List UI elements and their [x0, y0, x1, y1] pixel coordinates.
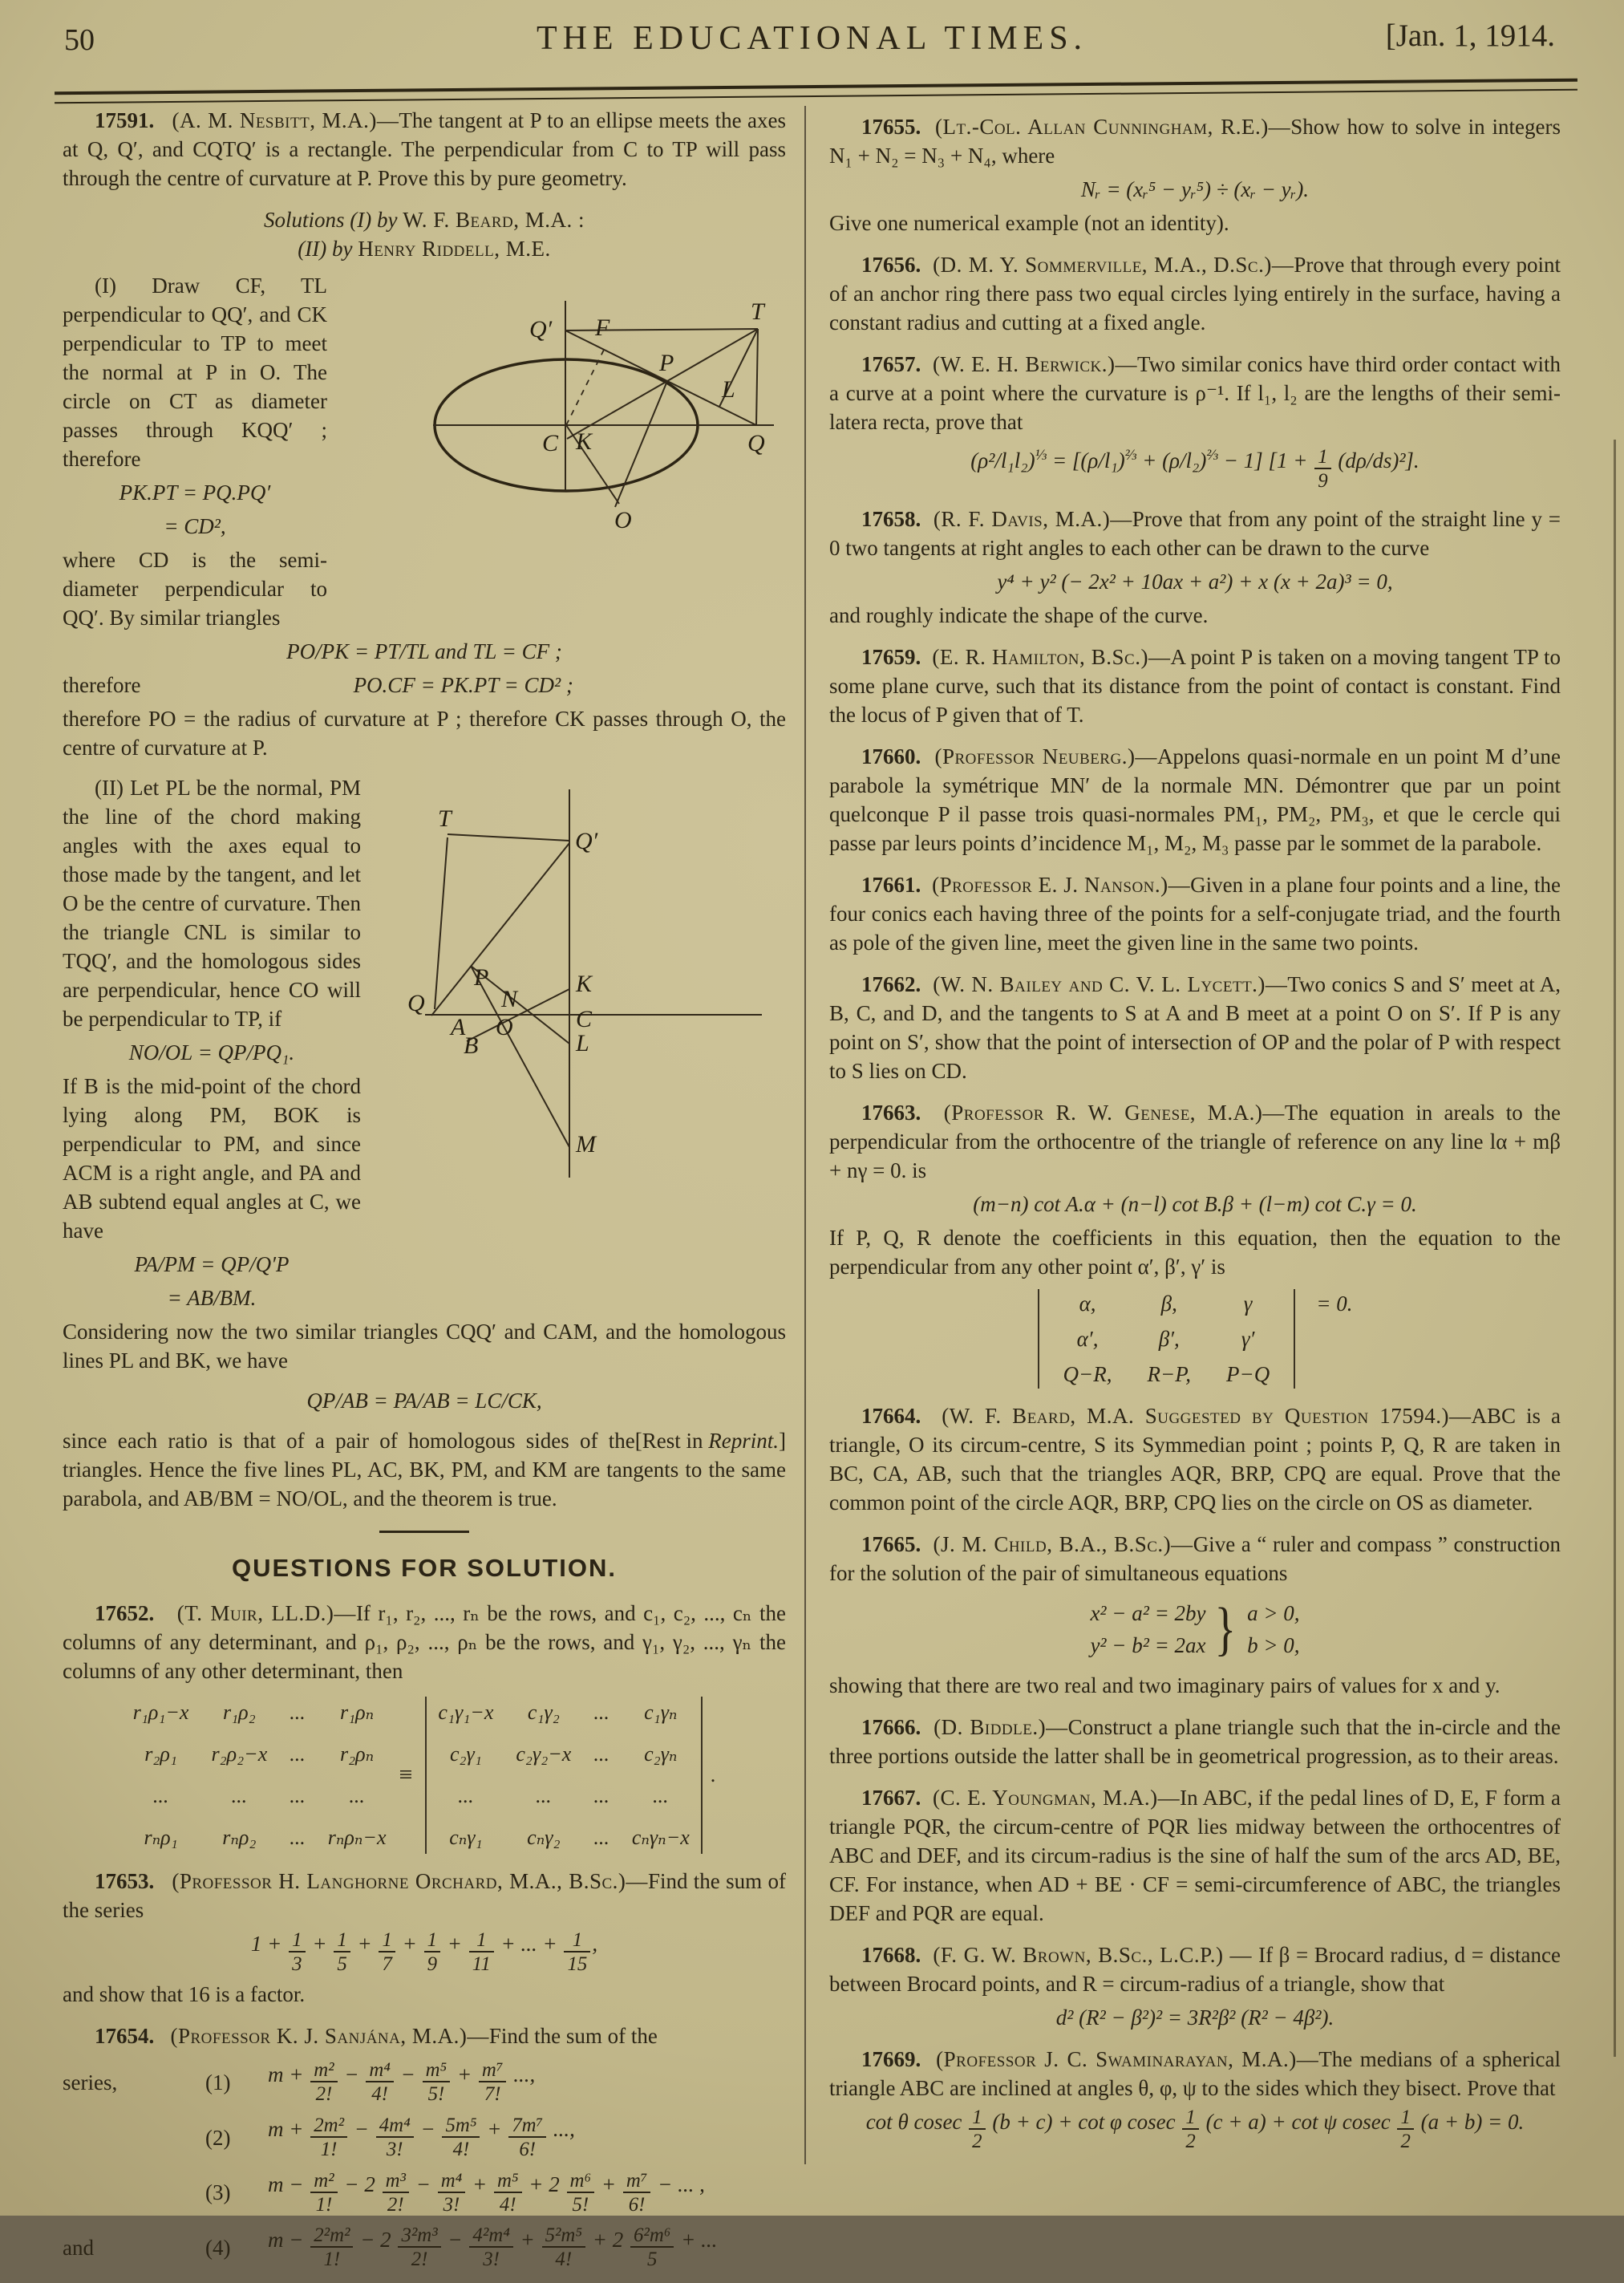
series-formula: 1 + $\frac{1}{3}$ + $\frac{1}{5}$ + $\frac{1}{7}$ + $\frac{1}{9}$ + $\frac{1}{11}$ + ... + $\frac{1}{15}$ , [250, 1928, 598, 1975]
simultaneous-equations [829, 1596, 1561, 1663]
solution-2 [63, 773, 786, 1513]
fig2-label-O: O [496, 1014, 513, 1040]
formula: d² (R² − β²)² = 3R²β² (R² − 4β²). [1055, 2005, 1334, 2030]
column-divider [804, 106, 806, 2164]
problem-17659 [829, 643, 1561, 729]
problem-author: (C. E. Youngman, M.A.)— [933, 1785, 1181, 1810]
solution-1-para-1: (I) Draw CF, TL perpendicular to QQ′, and CK perpendicular to TP to meet the normal at P in O. The circle on CT as diameter passes through KQQ′ ; therefore [63, 274, 327, 471]
det-cell: ... [536, 1784, 552, 1807]
questions-for-solution-heading: QUESTIONS FOR SOLUTION. [231, 1554, 617, 1582]
reprint-italic: Reprint. [708, 1429, 779, 1453]
det-cell: rₙρ₂ [222, 1826, 257, 1849]
problem-body-cont: showing that there are two real and two imaginary pairs of values for x and y. [829, 1673, 1500, 1697]
problem-number: 17657. [861, 352, 921, 376]
reprint-text: [Rest in [634, 1429, 709, 1453]
problem-author: (J. M. Child, B.A., B.Sc.)— [933, 1531, 1193, 1556]
problem-author: (F. G. W. Brown, B.Sc., L.C.P.) — [933, 1942, 1259, 1967]
problem-17591 [63, 106, 786, 193]
problem-17666 [829, 1713, 1561, 1770]
fig2-svg [369, 777, 786, 1182]
fig1-label-L: L [722, 376, 735, 403]
equation: PA/PM = QP/Q′P [134, 1252, 290, 1276]
fig2-label-N: N [501, 986, 518, 1012]
problem-body: Prove that through every point of an anchor ring there pass two equal circles lying entirely in the surface, having a constant radius and cutting at a fixed angle. [829, 253, 1561, 335]
det-cell: c₂γₙ [644, 1742, 678, 1766]
problem-17657 [829, 350, 1561, 492]
problem-author: (D. M. Y. Sommerville, M.A., D.Sc.)— [933, 253, 1294, 277]
problem-number: 17663. [861, 1100, 921, 1125]
det-cell: ... [593, 1826, 610, 1849]
figure-rectangle-diagram [369, 777, 786, 1310]
problem-17653 [63, 1867, 786, 2009]
problem-17664 [829, 1401, 1561, 1517]
fig1-label-K: K [576, 428, 593, 455]
series-item-2 [63, 2115, 786, 2160]
det-cell: ... [653, 1784, 669, 1807]
determinant-3x3 [829, 1289, 1561, 1389]
problem-number: 17661. [861, 872, 921, 897]
det-cell: c₂γ₁ [449, 1742, 482, 1766]
fig1-rect-top [565, 329, 758, 330]
determinant-left-matrix [133, 1698, 387, 1852]
formula: (m−n) cot A.α + (n−l) cot B.β + (l−m) cot C.γ = 0. [973, 1191, 1417, 1216]
fig2-chord-PM [471, 966, 569, 1147]
problem-body: Given in a plane four points and a line, the four conics each having three of the points for a self-conjugate triad, and the fourth as pole of the given line, meet the given line in the same two points. [829, 872, 1561, 955]
series-word: series, [63, 2070, 118, 2094]
det-cell: β′, [1158, 1326, 1180, 1351]
problem-body-cont: and show that 16 is a factor. [63, 1981, 306, 2006]
fig1-label-T: T [751, 298, 764, 325]
right-column [829, 112, 1561, 2165]
solution-2-para-1: (II) Let PL be the normal, PM the line of the chord making angles with the axes equal to those made by the tangent, and let O be the centre of curvature. Then the triangle CNL is similar to TQQ′, and the homologous sides are perpendicular, hence CO will be perpendicular to TP, if [63, 776, 361, 1031]
fig2-label-L: L [576, 1030, 589, 1056]
problem-17665 [829, 1530, 1561, 1700]
solution-1 [63, 271, 786, 762]
det-cell: ... [152, 1784, 169, 1807]
det-cell: ... [593, 1701, 610, 1724]
problem-number: 17654. [95, 2023, 155, 2048]
problem-number: 17660. [861, 744, 921, 768]
problem-number: 17659. [861, 644, 921, 669]
page-edge-shadow [1614, 440, 1616, 2057]
problem-number: 17655. [861, 115, 921, 139]
problem-17658 [829, 505, 1561, 630]
equation-a: x² − a² = 2by [1090, 1600, 1206, 1625]
problem-body: Appelons quasi-normale en un point M d’une parabole la symétrique MN′ de la normale MN. Démontrer que par un point quelconque P il passe trois quasi-normales PM₁, PM₂, PM₃, et que le cercle qui passe par leurs points d’incidence M₁, M₂, M₃ passe par le sommet de la parabole. [829, 744, 1561, 855]
det-cell: β, [1160, 1291, 1177, 1316]
formula: y⁴ + y² (− 2x² + 10ax + a²) + x (x + 2a)³ = 0, [997, 569, 1393, 594]
equation: = AB/BM. [167, 1286, 257, 1310]
series-number: (2) [205, 2125, 231, 2150]
fig2-label-K: K [576, 971, 593, 997]
series-item-3 [63, 2170, 786, 2216]
equation: PO/PK = PT/TL and TL = CF ; [286, 639, 562, 663]
problem-author: (D. Biddle.)— [933, 1714, 1068, 1739]
solution-2-closing: since each ratio is that of a pair of homologous sides of the triangles. Hence the five lines PL, AC, BK, PM, and KM are tangents to the same parabola, and AB/BM = NO/OL, and the theorem is true. [63, 1429, 786, 1511]
problem-number: 17656. [861, 253, 921, 277]
series-word: and [63, 2236, 94, 2261]
fig1-label-C: C [542, 430, 559, 456]
problem-body: Find the sum of the [488, 2023, 658, 2048]
problem-body-cont: Give one numerical example (not an identity). [829, 211, 1229, 235]
problem-body: Show how to solve in integers N₁ + N₂ = N₃ + N₄, where [829, 115, 1561, 168]
problem-17655 [829, 112, 1561, 237]
equation-b: y² − b² = 2ax [1090, 1632, 1206, 1657]
problem-author: (Professor H. Langhorne Orchard, M.A., B.Sc.)— [172, 1869, 648, 1893]
problem-body-cont: If P, Q, R denote the coefficients in this equation, then the equation to the perpendicular from any other point α′, β′, γ′ is [829, 1225, 1561, 1279]
solution-2-para-2: If B is the mid-point of the chord lying along PM, BOK is perpendicular to PM, and since ACM is a right angle, and PA and AB subtend equal angles at C, we have [63, 1074, 361, 1243]
problem-body: If r₁, r₂, ..., rₙ be the rows, and c₁, c₂, ..., cₙ the columns of any determinant, and ρ₁, ρ₂, ..., ρₙ be the rows, and γ₁, γ₂, ..., γₙ the columns of any other determinant, then [63, 1601, 787, 1683]
det-cell: ... [593, 1742, 610, 1766]
series-formula: m − $\frac{\text{2²m²}}{1!}$ − 2 $\frac{\text{3²m³}}{2!}$ − $\frac{\text{4²m⁴}}{3!}$ + $\frac{\text{5²m⁵}}{4!}$ + 2 $\frac{\text{6²m⁶}}{5}$ + ... [268, 2224, 718, 2271]
fig1-svg [337, 273, 786, 549]
problem-number: 17664. [861, 1403, 921, 1428]
fig2-rect-top [448, 834, 569, 841]
solution-2-para-4 [63, 1426, 786, 1513]
det-cell: ... [458, 1784, 474, 1807]
det-cell: r₁ρ₂ [223, 1701, 256, 1724]
fig1-dashed-CF [566, 345, 606, 425]
problem-author: (E. R. Hamilton, B.Sc.)— [932, 644, 1171, 669]
problem-body: Find the sum of the series [63, 1869, 787, 1922]
det-cell: rₙρ₁ [144, 1826, 178, 1849]
det-cell: c₁γ₁−x [438, 1701, 494, 1724]
det-cell: γ′ [1241, 1326, 1255, 1351]
det-cell: ... [231, 1784, 248, 1807]
solution-1-para-3: therefore PO = the radius of curvature at P ; therefore CK passes through O, the centre of curvature at P. [63, 707, 786, 760]
series-number: (4) [205, 2236, 231, 2261]
problem-number: 17666. [861, 1714, 921, 1739]
conditions [1247, 1596, 1299, 1663]
fig1-normal-PO [615, 381, 667, 507]
det-cell: ... [593, 1784, 610, 1807]
det-cell: r₂ρ₂−x [211, 1742, 268, 1766]
problem-number: 17668. [861, 1942, 921, 1967]
fig1-label-P: P [659, 350, 674, 376]
det-cell: r₁ρ₁−x [132, 1701, 189, 1724]
fig2-label-Q-prime: Q′ [575, 828, 598, 854]
fig2-label-A: A [451, 1014, 466, 1040]
therefore-word: therefore [63, 673, 141, 697]
series-formula: m + $\frac{\text{2m²}}{1!}$ − $\frac{\text{4m⁴}}{3!}$ − $\frac{\text{5m⁵}}{4!}$ + $\frac{\text{7m⁷}}{6!}$ ..., [268, 2114, 575, 2160]
page-number: 50 [64, 23, 95, 57]
problem-body: The medians of a spherical triangle ABC are inclined at angles θ, φ, ψ to the sides which they bisect. Prove that [829, 2046, 1561, 2100]
problem-author: (Professor Neuberg.)— [934, 744, 1157, 768]
problem-body: Two similar conics have third order contact with a curve at a point where the curvature is ρ⁻¹. If l₁, l₂ are the lengths of their semi-latera recta, prove that [829, 352, 1561, 434]
series-formula: m + $\frac{\text{m²}}{2!}$ − $\frac{\text{m⁴}}{4!}$ − $\frac{\text{m⁵}}{5!}$ + $\frac{\text{m⁷}}{7!}$ ..., [268, 2059, 536, 2106]
problem-author: (Professor E. J. Nanson.)— [932, 872, 1191, 897]
det-cell: ... [290, 1784, 306, 1807]
left-column [63, 106, 786, 2283]
equation: NO/OL = QP/PQ₁. [128, 1040, 295, 1064]
section-separator-rule [379, 1531, 469, 1533]
det-cell: ... [290, 1701, 306, 1724]
problem-number: 17658. [861, 506, 921, 531]
fig2-label-M: M [576, 1131, 596, 1158]
equation: = CD², [164, 514, 226, 538]
fig2-rect-left [435, 837, 448, 1009]
brace: } [1213, 1596, 1236, 1662]
det-cell: cₙγ₂ [527, 1826, 561, 1849]
problem-body: Prove that from any point of the straight line y = 0 two tangents at right angles to each other can be drawn to the curve [829, 506, 1561, 560]
problem-number: 17653. [95, 1869, 155, 1893]
problem-17652 [63, 1599, 786, 1854]
det-cell: α′, [1076, 1326, 1099, 1351]
reprint-bracket: ] [779, 1429, 786, 1453]
figure-ellipse-diagram [337, 273, 786, 592]
equation-with-word [63, 671, 786, 699]
series-number: (1) [205, 2070, 231, 2094]
formula: Nᵣ = (xᵣ⁵ − yᵣ⁵) ÷ (xᵣ − yᵣ). [1080, 177, 1310, 201]
series-number: (3) [205, 2180, 231, 2205]
det-cell: c₁γₙ [644, 1701, 678, 1724]
problem-number: 17652. [95, 1601, 155, 1625]
equation-pair [1090, 1596, 1205, 1663]
problem-body: Construct a plane triangle such that the in-circle and the three portions outside the latter shall be in geometrical progression, as to their areas. [829, 1714, 1561, 1768]
problem-number: 17669. [861, 2046, 921, 2071]
det-cell: c₂γ₂−x [516, 1742, 572, 1766]
equation: PO.CF = PK.PT = CD² ; [353, 673, 573, 697]
problem-17667 [829, 1783, 1561, 1928]
issue-date: [Jan. 1, 1914. [1385, 18, 1555, 53]
problem-17661 [829, 870, 1561, 957]
problem-body: A point P is taken on a moving tangent TP to some plane curve, such that its distance from the point of contact is constant. Find the locus of P given that of T. [829, 644, 1561, 727]
det-cell: ... [349, 1784, 365, 1807]
problem-17669 [829, 2045, 1561, 2153]
series-item-1 [63, 2060, 786, 2106]
problem-body: Two conics S and S′ meet at A, B, C, and D, and the tangents to S at A and B meet at a point O on S′. If P is any point on S′, show that the point of intersection of OP and the polar of P with respect to S lies on CD. [829, 971, 1561, 1083]
fig1-label-Q: Q [747, 430, 765, 456]
formula: $(\rho^2/l_1l_2)^{\frac{1}{3}} = [(\rho/l_1)^{\frac{2}{3}} + (\rho/l_2)^{\frac{2}{3}} - 1] [1$ + $\frac{1}{9}$ (dρ/ds)²]. [970, 445, 1419, 492]
problem-author: (A. M. Nesbitt, M.A.)— [172, 108, 399, 132]
problem-body: The equation in areals to the perpendicular from the orthocentre of the triangle of reference on any line lα + mβ + nγ = 0. is [829, 1100, 1561, 1182]
problem-17668 [829, 1940, 1561, 2032]
problem-author: (Professor K. J. Sanjána, M.A.)— [170, 2023, 489, 2048]
problem-body: If β = Brocard radius, d = distance between Brocard points, and R = circum-radius of a triangle, show that [829, 1942, 1561, 1996]
series-item-4 [63, 2225, 786, 2271]
solver-1-name: W. F. Beard, M.A. : [403, 208, 585, 232]
det-cell: γ [1243, 1291, 1253, 1316]
problem-17654 [63, 2021, 786, 2271]
fig2-label-Q: Q [407, 990, 425, 1016]
problem-body: Give a “ ruler and compass ” construction for the solution of the pair of simultaneous equations [829, 1531, 1561, 1585]
equation: QP/AB = PA/AB = LC/CK, [306, 1389, 542, 1413]
solution-2-para-3: Considering now the two similar triangles CQQ′ and CAM, and the homologous lines PL and BK, we have [63, 1320, 786, 1373]
series-formula: m − $\frac{\text{m²}}{1!}$ − 2 $\frac{\text{m³}}{2!}$ − $\frac{\text{m⁴}}{3!}$ + $\frac{\text{m⁵}}{4!}$ + 2 $\frac{\text{m⁶}}{5!}$ + $\frac{\text{m⁷}}{6!}$ − ... , [268, 2169, 705, 2216]
fig1-label-F: F [595, 314, 610, 341]
equals-zero: = 0. [1316, 1291, 1353, 1316]
det-cell: r₁ρₙ [340, 1701, 375, 1724]
condition-b: b > 0, [1247, 1632, 1300, 1657]
problem-number: 17591. [95, 108, 155, 132]
fig2-label-C: C [576, 1006, 593, 1032]
problem-17663 [829, 1098, 1561, 1389]
determinant-right-matrix [425, 1697, 702, 1854]
solution-1-para-2: where CD is the semi-diameter perpendicular to QQ′. By similar triangles [63, 548, 327, 630]
problem-author: (W. E. H. Berwick.)— [932, 352, 1137, 376]
condition-a: a > 0, [1247, 1600, 1300, 1625]
det-cell: ... [290, 1742, 306, 1766]
fig1-label-Q-prime: Q′ [529, 316, 553, 343]
fig2-label-B: B [464, 1032, 479, 1059]
determinant-grid [1038, 1289, 1296, 1389]
det-cell: r₂ρ₁ [144, 1742, 177, 1766]
formula: cot θ cosec $\frac{1}{2}$ (b + c) + cot φ cosec $\frac{1}{2}$ (c + a) + cot ψ cosec $\frac{1}{2}$ (a + b) = 0. [865, 2107, 1525, 2153]
solver-2-name: Henry Riddell, M.E. [358, 237, 551, 261]
fig2-label-P: P [474, 964, 489, 991]
det-cell: r₂ρₙ [340, 1742, 375, 1766]
journal-title: THE EDUCATIONAL TIMES. [536, 20, 1088, 57]
det-cell: P−Q [1226, 1361, 1270, 1386]
problem-author: (R. F. Davis, M.A.)— [933, 506, 1132, 531]
solutions-heading-line1 [63, 205, 786, 263]
solutions-by: Solutions (I) by [263, 208, 403, 232]
det-cell: R−P, [1147, 1361, 1191, 1386]
problem-number: 17662. [861, 971, 921, 996]
problem-number: 17667. [861, 1785, 921, 1810]
fig1-label-O: O [614, 507, 632, 533]
fig1-rect-right [756, 329, 758, 425]
problem-17662 [829, 970, 1561, 1085]
problem-body: ABC is a triangle, O its circum-centre, S its Symmedian point ; points P, Q, R are taken in BC, CA, AB, such that the triangles AQR, BRP, CPQ are equal. Prove that the common point of the circle AQR, BRP, CPQ lies on the circle on OS as diameter. [829, 1403, 1561, 1515]
det-cell: cₙγₙ−x [631, 1826, 690, 1849]
det-cell: c₁γ₂ [527, 1701, 560, 1724]
problem-author: (T. Muir, LL.D.)— [176, 1601, 356, 1625]
problem-author: (W. F. Beard, M.A. Suggested by Question 17594.)— [942, 1403, 1472, 1428]
solutions-by-2: (II) by [298, 237, 358, 261]
det-cell: ... [290, 1826, 306, 1849]
problem-number: 17665. [861, 1531, 921, 1556]
equiv-sign: ≡ [399, 1762, 413, 1788]
problem-author: (Lt.-Col. Allan Cunningham, R.E.)— [934, 115, 1291, 139]
fig2-label-T: T [438, 805, 452, 832]
equation: PK.PT = PQ.PQ′ [119, 481, 271, 505]
problem-author: (Professor J. C. Swaminarayan, M.A.)— [936, 2046, 1319, 2071]
problem-body-cont: and roughly indicate the shape of the curve. [829, 602, 1209, 627]
det-cell: cₙγ₁ [449, 1826, 483, 1849]
reprint-note [635, 1426, 786, 1455]
determinant-equation [63, 1697, 786, 1854]
problem-body: In ABC, if the pedal lines of D, E, F form a triangle PQR, the circum-centre of PQR lies midway between the orthocentres of ABC and DEF, and its circum-radius is the sine of half the sum of the arcs AD, BE, CF. For instance, when AD + BE · CF = semi-circumference of ABC, the triangles DEF and PQR are equal. [829, 1785, 1561, 1925]
det-cell: Q−R, [1063, 1361, 1112, 1386]
problem-17656 [829, 250, 1561, 337]
det-cell: α, [1079, 1291, 1096, 1316]
period: . [710, 1763, 716, 1786]
problem-17660 [829, 742, 1561, 858]
problem-author: (W. N. Bailey and C. V. L. Lycett.)— [933, 971, 1288, 996]
problem-body: The tangent at P to an ellipse meets the axes at Q, Q′, and CQTQ′ is a rectangle. The perpendicular from C to TP will pass through the centre of curvature at P. Prove this by pure geometry. [63, 108, 786, 190]
problem-author: (Professor R. W. Genese, M.A.)— [943, 1100, 1285, 1125]
det-cell: rₙρₙ−x [327, 1826, 387, 1849]
